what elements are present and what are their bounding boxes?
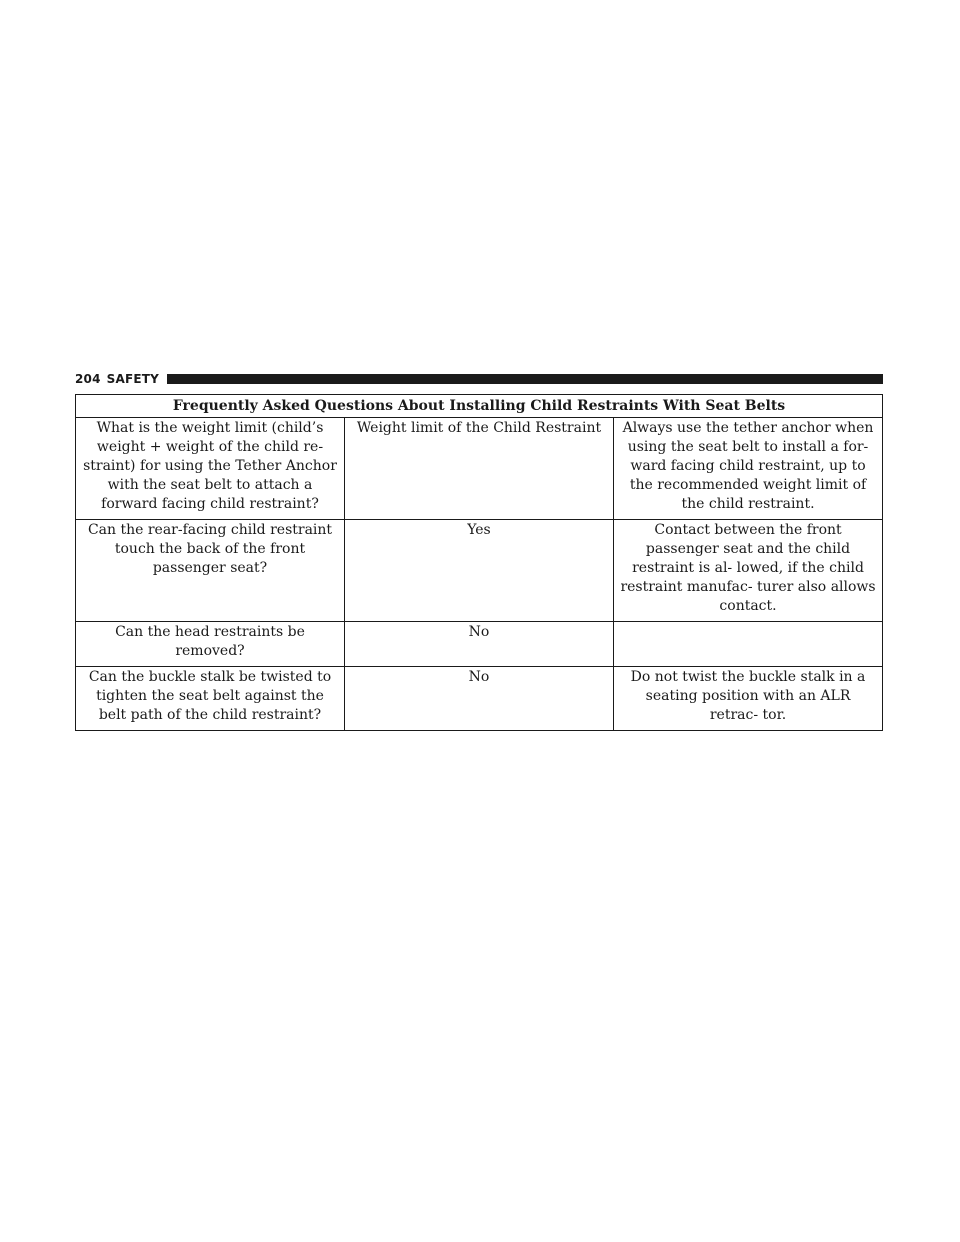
note-text: Contact between the front passenger seat and the child restraint is al- lowed, if the child restraint manufac- turer also allows contact. bbox=[620, 522, 876, 614]
note-cell bbox=[614, 418, 883, 520]
page-number: 204 bbox=[75, 372, 101, 386]
question-cell bbox=[76, 520, 345, 622]
question-text: Can the buckle stalk be twisted to tighten the seat belt against the belt path of the child restraint? bbox=[88, 669, 332, 723]
table-row bbox=[76, 622, 883, 667]
question-cell bbox=[76, 622, 345, 667]
question-cell bbox=[76, 418, 345, 520]
answer-text: Yes bbox=[467, 522, 491, 538]
question-cell bbox=[76, 667, 345, 731]
note-cell bbox=[614, 520, 883, 622]
table-row bbox=[76, 520, 883, 622]
table-row bbox=[76, 667, 883, 731]
answer-cell bbox=[345, 622, 614, 667]
answer-text: No bbox=[468, 669, 490, 685]
section-title: SAFETY bbox=[106, 372, 160, 386]
answer-text: No bbox=[468, 624, 490, 640]
question-text: What is the weight limit (child’s weight + weight of the child re- straint) for using the Tether Anchor with the seat belt to attach a forward facing child restraint? bbox=[83, 420, 337, 512]
table-row bbox=[76, 418, 883, 520]
answer-cell bbox=[345, 667, 614, 731]
question-text: Can the head restraints be removed? bbox=[115, 624, 305, 659]
answer-cell bbox=[345, 418, 614, 520]
note-text: Do not twist the buckle stalk in a seating position with an ALR retrac- tor. bbox=[630, 669, 866, 723]
table-title: Frequently Asked Questions About Installing Child Restraints With Seat Belts bbox=[76, 395, 883, 418]
answer-text: Weight limit of the Child Restraint bbox=[356, 420, 602, 436]
faq-table bbox=[75, 394, 883, 731]
table-title-row bbox=[76, 395, 883, 418]
note-cell bbox=[614, 667, 883, 731]
note-cell bbox=[614, 622, 883, 667]
question-text: Can the rear-facing child restraint touch the back of the front passenger seat? bbox=[87, 522, 333, 576]
page-header bbox=[75, 372, 883, 386]
note-text: Always use the tether anchor when using the seat belt to install a for- ward facing child restraint, up to the recommended weight limit of the child restraint. bbox=[622, 420, 874, 512]
header-rule bbox=[167, 374, 883, 384]
answer-cell bbox=[345, 520, 614, 622]
